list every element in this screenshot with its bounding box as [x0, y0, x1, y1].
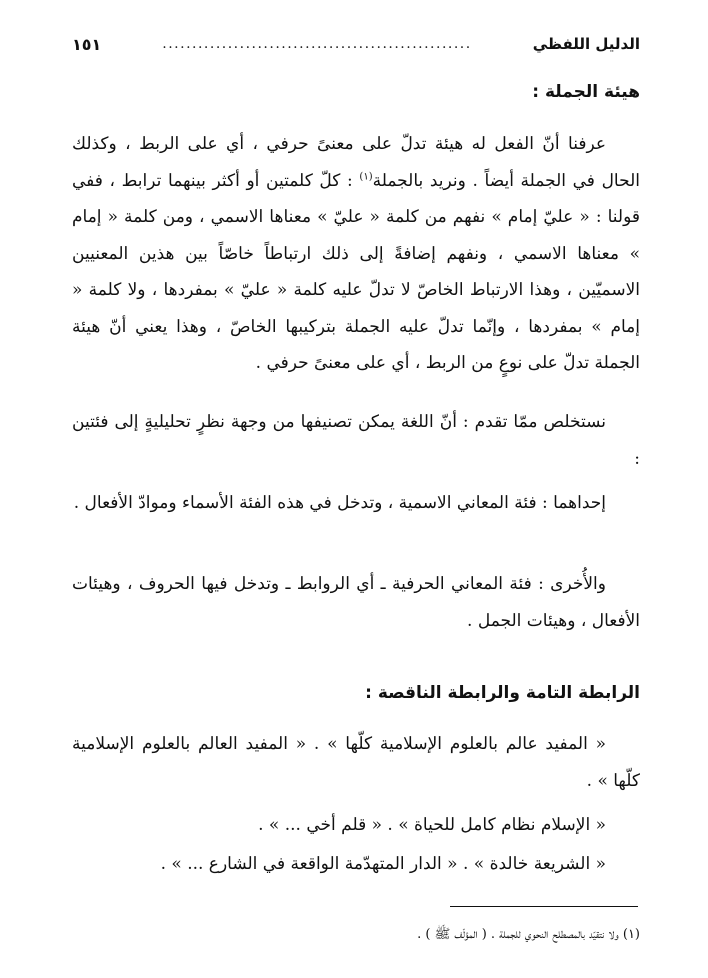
- paragraph-text-start: عرفنا أنّ الفعل له هيئة تدلّ على معنىً حرفي ، أي على الربط ، وكذلك الحال في الجملة أيضاً . ونريد بالجملة: [72, 134, 640, 191]
- running-header: [72, 30, 640, 58]
- paragraph-conclusion: نستخلص ممّا تقدم : أنّ اللغة يمكن تصنيفها من وجهة نظرٍ تحليليةٍ إلى فئتين :: [72, 412, 640, 469]
- example-line-2: « الإسلام نظام كامل للحياة » . « قلم أخي ... » .: [258, 815, 606, 835]
- page-number: ١٥١: [72, 34, 102, 54]
- example-line-1: « المفيد عالم بالعلوم الإسلامية كلّها » . « المفيد العالم بالعلوم الإسلامية كلّها » .: [72, 734, 640, 791]
- leader-dots: ....................................................: [162, 36, 472, 52]
- section-heading-complete-incomplete-link: الرابطة التامة والرابطة الناقصة :: [365, 683, 640, 703]
- footnote: (١) ولا نتقيّد بالمصطلح النحوي للجملة . ( المؤلّف ﷺ ) .: [417, 927, 640, 942]
- paragraph-nominal-category: إحداهما : فئة المعاني الاسمية ، وتدخل في هذه الفئة الأسماء وموادّ الأفعال .: [73, 493, 606, 513]
- section-heading-sentence-form: هيئة الجملة :: [532, 82, 640, 102]
- paragraph-text-end: : كلّ كلمتين أو أكثر بينهما ترابط ، ففي قولنا : « عليّ إمام » نفهم من كلمة « عليّ » معناها الاسمي ، ومن كلمة « إمام » معناها الاسمي ، ونفهم إضافةً إلى ذلك ارتباطاً خاصّاً بين هذين المعنيين الاسميّين ، وهذا الارتباط الخاصّ لا تدلّ عليه كلمة « عليّ » بمفردها ، ولا كلمة « إمام » بمفردها ، وإنّما تدلّ عليه الجملة بتركيبها الخاصّ ، وهذا يعني أنّ هيئة الجملة تدلّ على نوعٍ من الربط ، أي على معنىً حرفي .: [72, 170, 640, 373]
- running-title: الدليل اللفظي: [532, 35, 640, 53]
- footnote-reference[interactable]: (١): [359, 170, 373, 182]
- paragraph-relational-category: والأُخرى : فئة المعاني الحرفية ـ أي الروابط ـ وتدخل فيها الحروف ، وهيئات الأفعال ، وهيئات الجمل .: [72, 574, 640, 631]
- footnote-separator: [450, 906, 638, 907]
- example-line-3: « الشريعة خالدة » . « الدار المتهدّمة الواقعة في الشارع ... » .: [160, 854, 606, 874]
- paragraph-sentence-form: [72, 126, 640, 382]
